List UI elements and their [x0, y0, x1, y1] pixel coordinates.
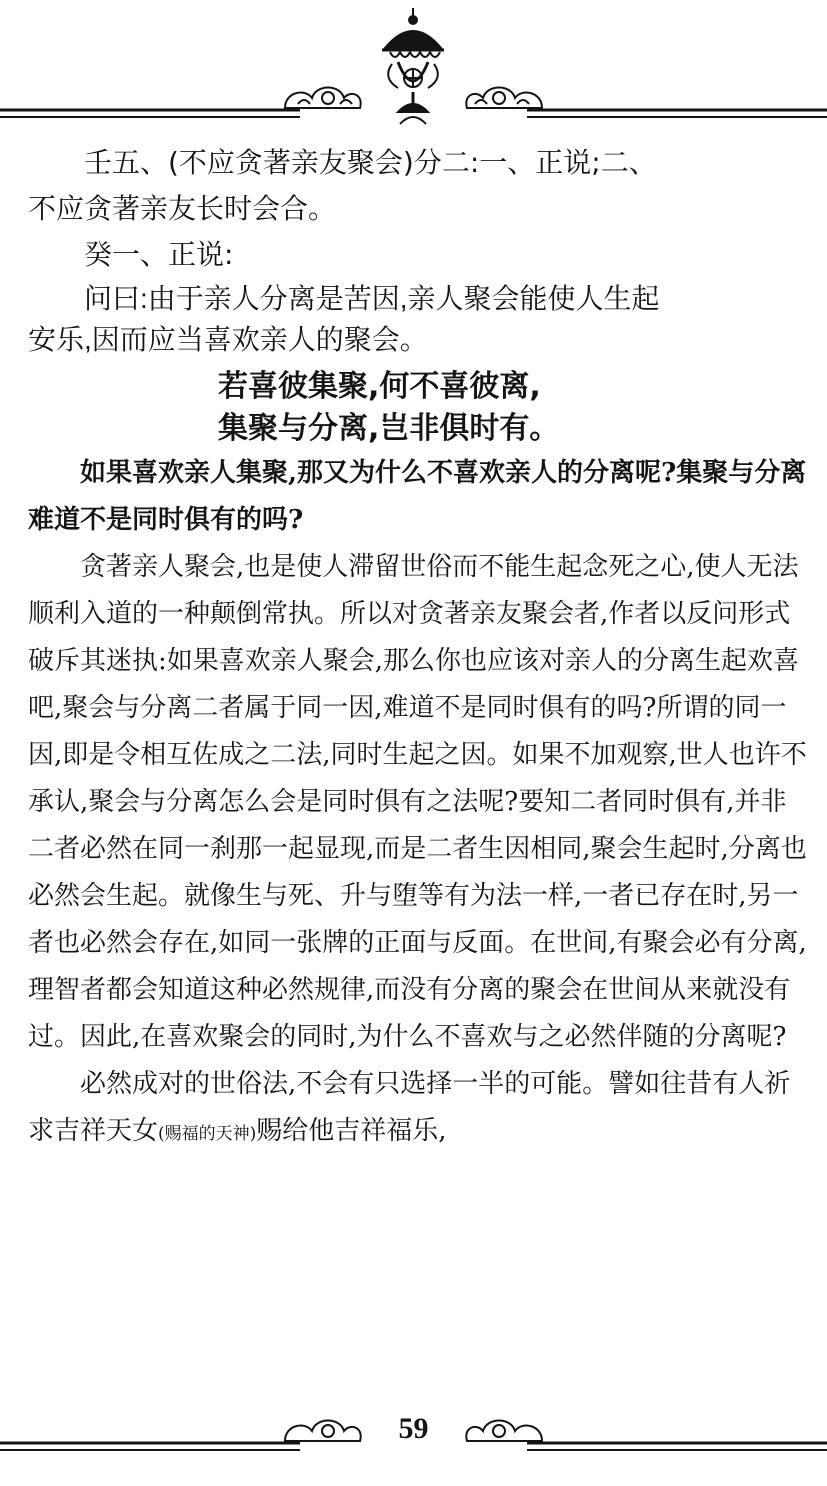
inline-note: (赐福的天神) — [158, 1124, 257, 1144]
outline-heading-1-continued: 不应贪著亲友长时会合。 — [28, 192, 337, 225]
commentary-paragraph-2 — [28, 1061, 810, 1158]
verse-line-1: 若喜彼集聚,何不喜彼离, — [218, 369, 541, 404]
para2-end: 赐给他吉祥福乐, — [256, 1116, 447, 1146]
verse-translation: 如果喜欢亲人集聚,那又为什么不喜欢亲人的分离呢?集聚与分离难道不是同时俱有的吗? — [28, 458, 807, 535]
page-number: 59 — [398, 1412, 429, 1445]
outline-heading-1: 壬五、(不应贪著亲友聚会)分二:一、正说;二、 — [84, 146, 657, 179]
auspicious-emblem-icon — [382, 8, 444, 124]
para2-start: 必然成对的世俗法,不会有只选择一半的可能。譬如往昔有人祈求吉祥天女 — [28, 1069, 791, 1146]
root-verse — [28, 366, 810, 450]
right-cloud-icon — [466, 88, 542, 109]
header-ornament — [0, 0, 827, 135]
outline-heading-2: 癸一、正说: — [84, 238, 234, 271]
question-line-1: 问曰:由于亲人分离是苦因,亲人聚会能使人生起 — [84, 283, 660, 314]
verse-line-2: 集聚与分离,岂非俱时有。 — [218, 411, 560, 446]
page-content — [28, 140, 810, 1158]
question-line-2: 安乐,因而应当喜欢亲人的聚会。 — [28, 324, 428, 355]
left-cloud-icon — [285, 88, 361, 109]
commentary-paragraph-1: 贪著亲人聚会,也是使人滞留世俗而不能生起念死之心,使人无法顺利入道的一种颠倒常执。所以对贪著亲友聚会者,作者以反问形式破斥其迷执:如果喜欢亲人聚会,那么你也应该对亲人的分离生起欢喜吧,聚会与分离二者属于同一因,难道不是同时俱有的吗?所谓的同一因,即是令相互佐成之二法,同时生起之因。如果不加观察,世人也许不承认,聚会与分离怎么会是同时俱有之法呢?要知二者同时俱有,并非二者必然在同一刹那一起显现,而是二者生因相同,聚会生起时,分离也必然会生起。就像生与死、升与堕等有为法一样,一者已存在时,另一者也必然会存在,如同一张牌的正面与反面。在世间,有聚会必有分离,理智者都会知道这种必然规律,而没有分离的聚会在世间从来就没有过。因此,在喜欢聚会的同时,为什么不喜欢与之必然伴随的分离呢? — [28, 552, 807, 1052]
